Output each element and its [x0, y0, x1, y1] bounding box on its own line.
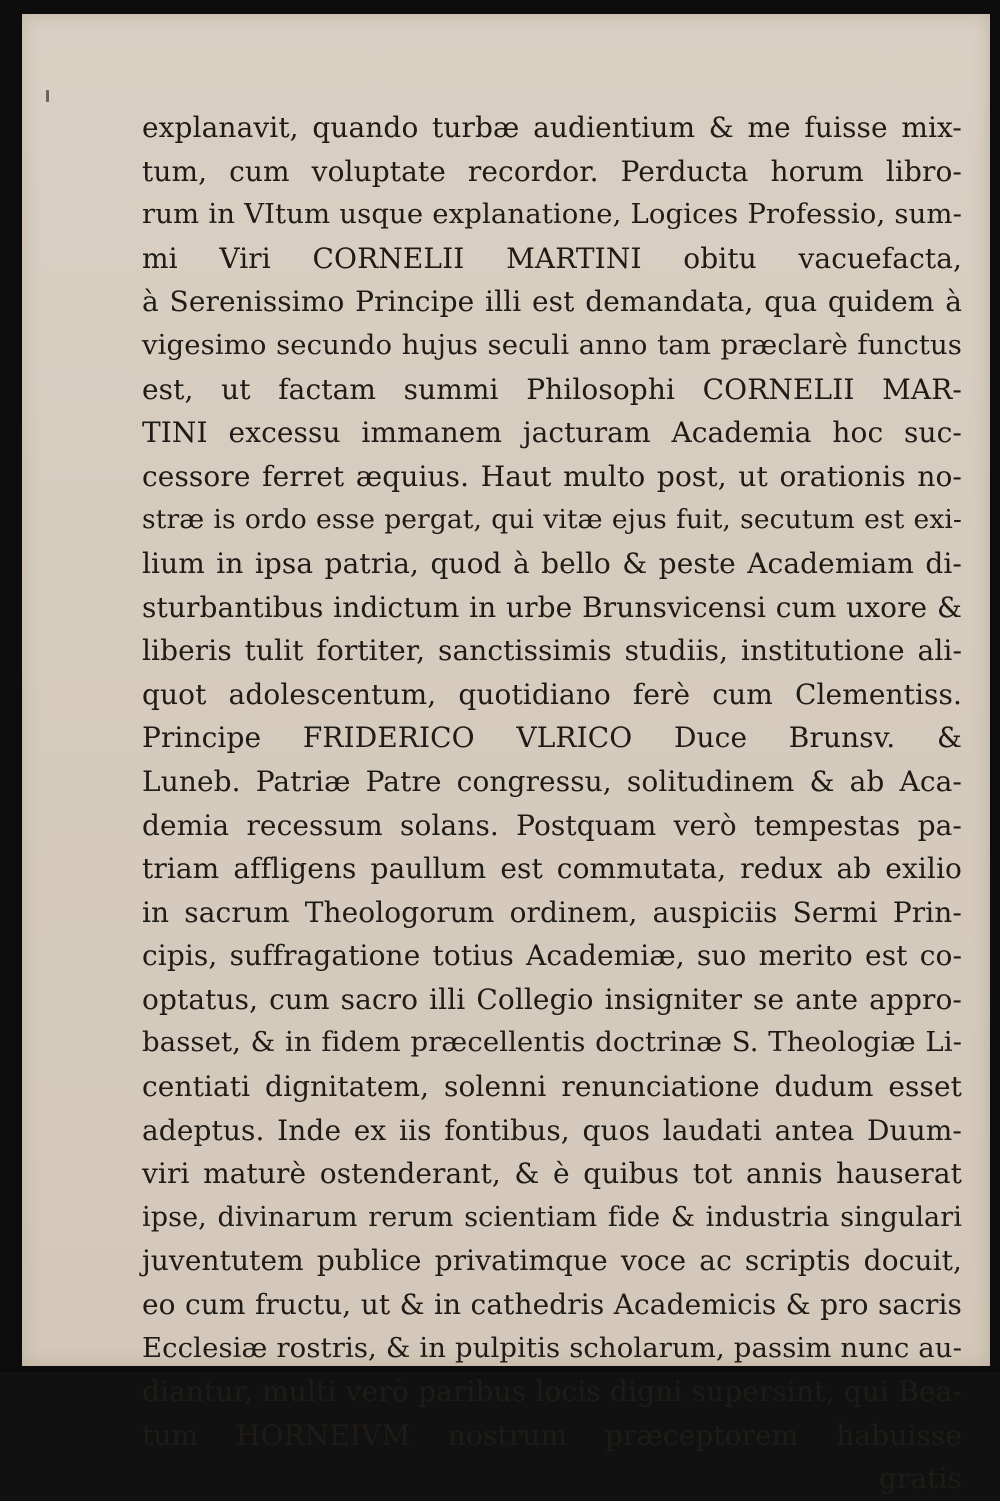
margin-mark — [46, 90, 49, 102]
text-line: explanavit, quando turbæ audientium & me fuisse mix- — [142, 111, 962, 144]
book-page — [22, 14, 990, 1496]
text-line: tum HORNEIVM nostrum præceptorem habuisse — [142, 1418, 962, 1452]
text-line: quot adolescentum, quotidiano ferè cum Clementiss. — [142, 677, 962, 711]
text-line: stræ is ordo esse pergat, qui vitæ ejus fuit, secutum est exi- — [142, 504, 962, 536]
text-line: diantur, multi verò paribus locis digni supersint, qui Bea- — [142, 1375, 962, 1409]
text-line: liberis tulit fortiter, sanctissimis studiis, institutione ali- — [142, 634, 962, 668]
text-line: rum in VItum usque explanatione, Logices Professio, sum- — [142, 198, 962, 231]
text-line: in sacrum Theologorum ordinem, auspiciis Sermi Prin- — [142, 895, 962, 929]
text-line: basset, & in fidem præcellentis doctrinæ S. Theologiæ Li- — [142, 1026, 962, 1059]
text-line: viri maturè ostenderant, & è quibus tot annis hauserat — [142, 1157, 962, 1191]
text-line: cessore ferret æquius. Haut multo post, ut orationis no- — [142, 459, 962, 493]
catchword: gratis — [878, 1462, 962, 1496]
text-line: eo cum fructu, ut & in cathedris Academicis & pro sacris — [142, 1288, 962, 1322]
text-line: optatus, cum sacro illi Collegio insigniter se ante appro- — [142, 982, 962, 1016]
text-line: triam affligens paullum est commutata, redux ab exilio — [142, 852, 962, 886]
text-line: Luneb. Patriæ Patre congressu, solitudinem & ab Aca- — [142, 764, 962, 798]
text-line: ipse, divinarum rerum scientiam fide & industria singulari — [142, 1201, 962, 1233]
text-line: vigesimo secundo hujus seculi anno tam præclarè functus — [142, 328, 962, 361]
text-line: demia recessum solans. Postquam verò tempestas pa- — [142, 808, 962, 842]
text-line: juventutem publice privatimque voce ac scriptis docuit, — [142, 1244, 962, 1278]
text-line: sturbantibus indictum in urbe Brunsvicensi cum uxore & — [142, 590, 962, 624]
text-line: est, ut factam summi Philosophi CORNELII MAR- — [142, 372, 962, 406]
text-line: à Serenissimo Principe illi est demandata, qua quidem à — [142, 285, 962, 319]
text-line: lium in ipsa patria, quod à bello & peste Academiam di- — [142, 546, 962, 580]
text-line: Ecclesiæ rostris, & in pulpitis scholarum, passim nunc au- — [142, 1331, 962, 1364]
text-line: mi Viri CORNELII MARTINI obitu vacuefacta, — [142, 241, 962, 275]
text-line: centiati dignitatem, solenni renunciatione dudum esset — [142, 1070, 962, 1104]
text-line: TINI excessu immanem jacturam Academia hoc suc- — [142, 416, 962, 450]
body-text — [142, 106, 962, 1501]
text-line: tum, cum voluptate recordor. Perducta horum libro- — [142, 154, 962, 188]
text-line: adeptus. Inde ex iis fontibus, quos laudati antea Duum- — [142, 1113, 962, 1147]
text-line: Principe FRIDERICO VLRICO Duce Brunsv. & — [142, 721, 962, 755]
text-line: cipis, suffragatione totius Academiæ, suo merito est co- — [142, 939, 962, 973]
